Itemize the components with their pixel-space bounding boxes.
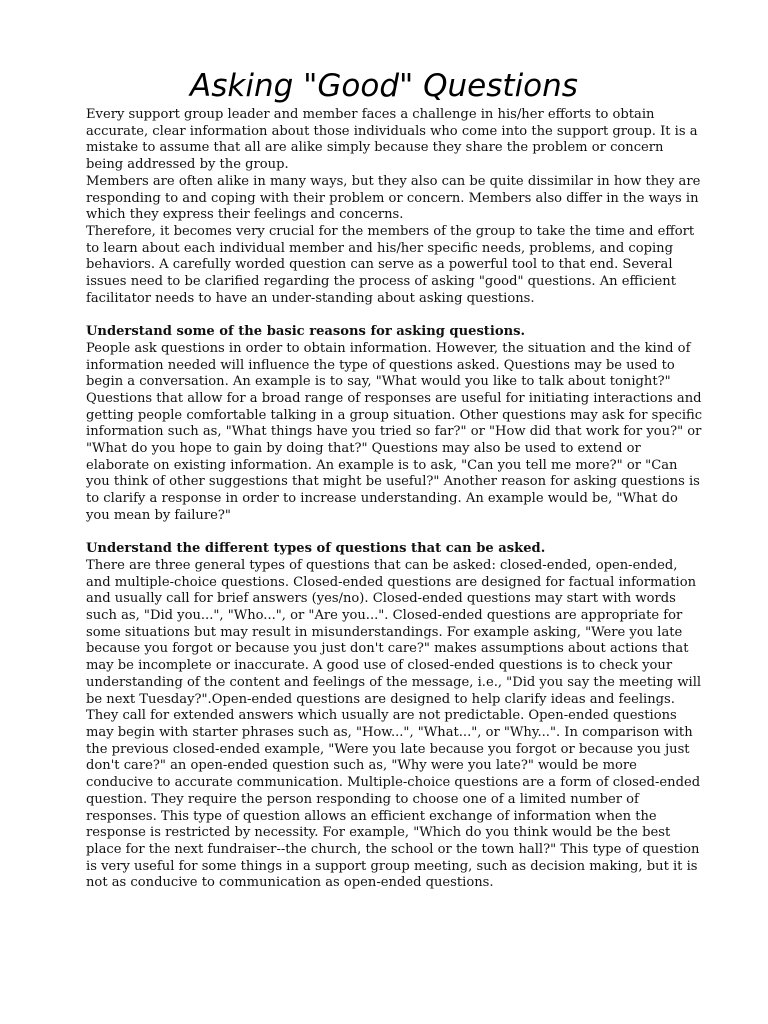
intro-paragraph: Every support group leader and member faces a challenge in his/her efforts to obtain accurate, clear information about those individuals who come into the support group. It is a mistake to assume that all are alike simply because they share the problem or concern being addressed by the group. [86, 107, 698, 173]
intro-paragraph: Therefore, it becomes very crucial for the members of the group to take the time and effort to learn about each individual member and his/her specific needs, problems, and coping behaviors. A carefully worded question can serve as a powerful tool to that end. Several issues need to be clarified regarding the process of asking "good" questions. An efficient facilitator needs to have an under-standing about asking questions. [86, 223, 695, 306]
section-heading: Understand the different types of questions that can be asked. [86, 541, 546, 557]
section-heading: Understand some of the basic reasons for asking questions. [86, 324, 526, 340]
section-paragraph: There are three general types of questions that can be asked: closed-ended, open-ended, and multiple-choice questions. Closed-ended questions are designed for factual information and usually call for brief answers (yes/no). Closed-ended questions may start with words such as, "Did you...", "Who...", or "Are you...". Closed-ended questions are appropriate for some situations but may result in misunderstandings. For example asking, "Were you late because you forgot or because you just don't care?" makes assumptions about actions that may be incomplete or inaccurate. A good use of closed-ended questions is to check your understanding of the content and feelings of the message, i.e., "Did you say the meeting will be next Tuesday?".Open-ended questions are designed to help clarify ideas and feelings. They call for extended answers which usually are not predictable. Open-ended questions may begin with starter phrases such as, "How...", "What...", or "Why...". In comparison with the previous closed-ended example, "Were you late because you forgot or because you just don't care?" an open-ended question such as, "Why were you late?" would be more conducive to accurate communication. Multiple-choice questions are a form of closed-ended question. They require the person responding to choose one of a limited number of responses. This type of question allows an efficient exchange of information when the response is restricted by necessity. For example, "Which do you think would be the best place for the next fundraiser--the church, the school or the town hall?" This type of question is very useful for some things in a support group meeting, such as decision making, but it is not as conducive to communication as open-ended questions. [86, 557, 702, 891]
intro-paragraph: Members are often alike in many ways, but they also can be quite dissimilar in how they are responding to and coping with their problem or concern. Members also differ in the ways in which they express their feelings and concerns. [86, 173, 701, 223]
document-title: Asking "Good" Questions [190, 68, 578, 104]
document-body [86, 107, 704, 892]
section-paragraph: People ask questions in order to obtain information. However, the situation and the kind of information needed will influence the type of questions asked. Questions may be used to begin a conversation. An example is to say, "What would you like to talk about tonight?" Questions that allow for a broad range of responses are useful for initiating interactions and getting people comfortable talking in a group situation. Other questions may ask for specific information such as, "What things have you tried so far?" or "How did that work for you?" or "What do you hope to gain by doing that?" Questions may also be used to extend or elaborate on existing information. An example is to ask, "Can you tell me more?" or "Can you think of other suggestions that might be useful?" Another reason for asking questions is to clarify a response in order to increase understanding. An example would be, "What do you mean by failure?" [86, 340, 703, 523]
